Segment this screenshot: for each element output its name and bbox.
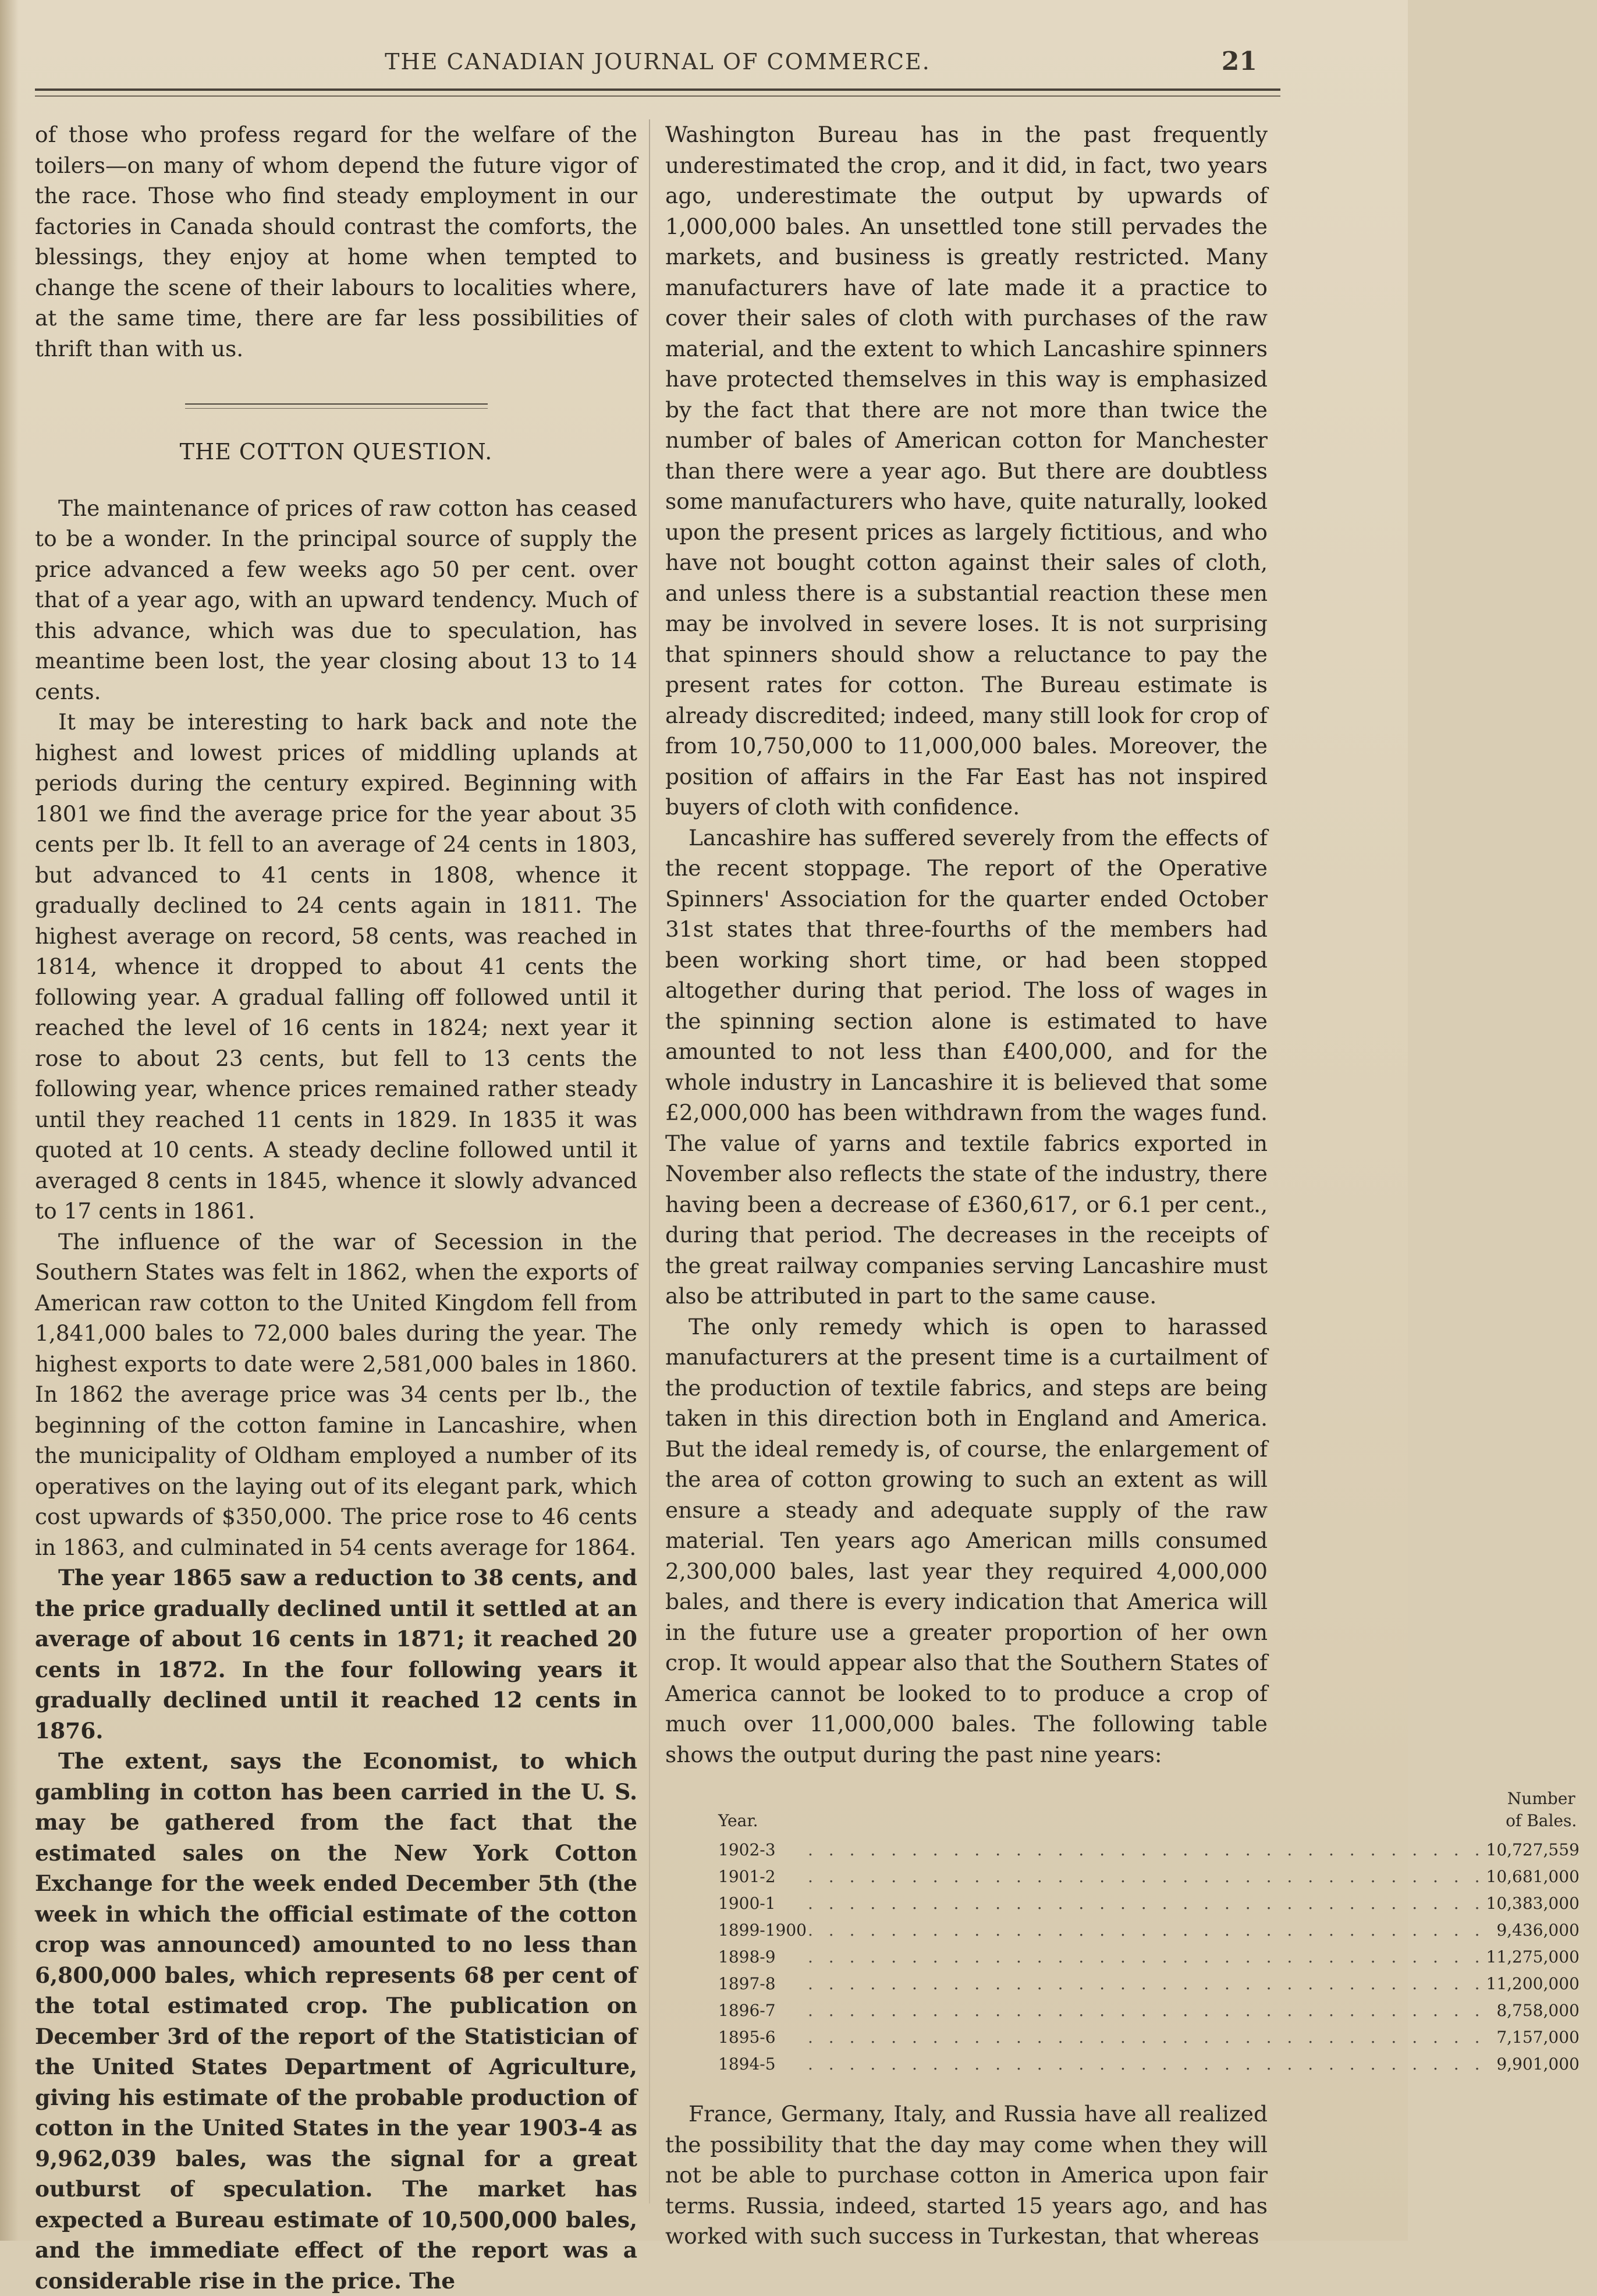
- page-header: [35, 47, 1280, 87]
- left-column: [35, 119, 637, 2296]
- year-cell: 1901-2: [718, 1867, 776, 1886]
- article-title: THE COTTON QUESTION.: [179, 439, 493, 465]
- bales-cell: 11,200,000: [1486, 1974, 1580, 1993]
- header-rule-thin: [35, 95, 1280, 97]
- section-divider: [185, 403, 488, 405]
- table-row: [718, 1944, 1597, 1971]
- bales-cell: 11,275,000: [1486, 1947, 1580, 1967]
- year-cell: 1900-1: [718, 1894, 776, 1913]
- leader-dots: . . . . . . . . . . . . . . . . . . . . . . . . . . . . . . . . .: [807, 1947, 1485, 1967]
- table-header-row: [718, 1787, 1597, 1837]
- year-cell: 1895-6: [718, 2028, 776, 2047]
- leader-dots: . . . . . . . . . . . . . . . . . . . . . . . . . . . . . . . . .: [807, 1867, 1485, 1886]
- table-row: [718, 1971, 1597, 1997]
- article-paragraph-1: The maintenance of prices of raw cotton has ceased to be a wonder. In the principal source of supply the price advanced a few weeks ago 50 per cent. over that of a year ago, with an upward tendency. Much of this advance, which was due to speculation, has meantime been lost, the year closing about 13 to 14 cents.: [35, 495, 637, 704]
- bales-cell: 9,901,000: [1496, 2054, 1580, 2074]
- leader-dots: . . . . . . . . . . . . . . . . . . . . . . . . . . . . . . . . .: [807, 1921, 1485, 1940]
- article-paragraph-6: Washington Bureau has in the past frequently underestimated the crop, and it did, in fact, two years ago, underestimate the output by upwards of 1,000,000 bales. An unsettled tone still pervades the markets, and business is greatly restricted. Many manufacturers have of late made it a practice to cover their sales of cloth with purchases of the raw material, and the extent to which Lancashire spinners have protected themselves in this way is emphasized by the fact that there are not more than twice the number of bales of American cotton for Manchester than there were a year ago. But there are doubtless some manufacturers who have, quite naturally, looked upon the present prices as largely fictitious, and who have not bought cotton against their sales of cloth, and unless there is a substantial reaction these men may be involved in severe loses. It is not surprising that spinners should show a reluctance to pay the present rates for cotton. The Bureau estimate is already discredited; indeed, many still look for crop of from 10,750,000 to 11,000,000 bales. Moreover, the position of affairs in the Far East has not inspired buyers of cloth with confidence.: [665, 122, 1268, 820]
- article-paragraph-8: The only remedy which is open to harassed manufacturers at the present time is a curtailment of the production of textile fabrics, and steps are being taken in this direction both in England and America. But the ideal remedy is, of course, the enlargement of the area of cotton growing to such an extent as will ensure a steady and adequate supply of the raw material. Ten years ago American mills consumed 2,300,000 bales, last year they required 4,000,000 bales, and there is every indication that America will in the future use a greater proportion of her own crop. It would appear also that the Southern States of America cannot be looked to to produce a crop of much over 11,000,000 bales. The following table shows the output during the past nine years:: [665, 1313, 1268, 1767]
- table-row: [718, 2051, 1597, 2078]
- table-row: [718, 2024, 1597, 2051]
- bales-cell: 10,383,000: [1486, 1894, 1580, 1913]
- bales-header-number: Number: [1507, 1789, 1575, 1808]
- year-column-header: Year.: [718, 1811, 758, 1830]
- article-paragraph-3: The influence of the war of Secession in the Southern States was felt in 1862, when the exports of American raw cotton to the United Kingdom fell from 1,841,000 bales to 72,000 bales during the year. The highest exports to date were 2,581,000 bales in 1860. In 1862 the average price was 34 cents per lb., the beginning of the cotton famine in Lancashire, when the municipality of Oldham employed a number of its operatives on the laying out of its elegant park, which cost upwards of $350,000. The price rose to 46 cents in 1863, and culminated in 54 cents average for 1864.: [35, 1228, 637, 1560]
- table-row: [718, 1837, 1597, 1863]
- year-cell: 1902-3: [718, 1840, 776, 1859]
- header-rule-thick: [35, 88, 1280, 91]
- article-paragraph-9: France, Germany, Italy, and Russia have all realized the possibility that the day may come when they will not be able to purchase cotton in America upon fair terms. Russia, indeed, started 15 years ago, and has worked with such success in Turkestan, that whereas: [665, 2101, 1268, 2249]
- leader-dots: . . . . . . . . . . . . . . . . . . . . . . . . . . . . . . . . .: [807, 2054, 1485, 2074]
- bales-header-of-bales: of Bales.: [1506, 1811, 1577, 1830]
- year-cell: 1898-9: [718, 1947, 776, 1967]
- bales-cell: 8,758,000: [1496, 2001, 1580, 2020]
- page-edge-shadow: [0, 0, 19, 2241]
- bales-cell: 9,436,000: [1496, 1921, 1580, 1940]
- year-cell: 1897-8: [718, 1974, 776, 1993]
- article-paragraph-7: Lancashire has suffered severely from the effects of the recent stoppage. The report of the Operative Spinners' Association for the quarter ended October 31st states that three-fourths of the members had been working short time, or had been stopped altogether during that period. The loss of wages in the spinning section alone is estimated to have amounted to not less than £400,000, and for the whole industry in Lancashire it is believed that some £2,000,000 has been withdrawn from the wages fund. The value of yarns and textile fabrics exported in November also reflects the state of the industry, there having been a decrease of £360,617, or 6.1 per cent., during that period. The decreases in the receipts of the great railway companies serving Lancashire must also be attributed in part to the same cause.: [665, 824, 1268, 1309]
- table-row: [718, 1863, 1597, 1890]
- article-paragraph-4: The year 1865 saw a reduction to 38 cents, and the price gradually declined until it settled at an average of about 16 cents in 1871; it reached 20 cents in 1872. In the four following years it gradually declined until it reached 12 cents in 1876.: [35, 1565, 637, 1744]
- table-row: [718, 1997, 1597, 2024]
- leader-dots: . . . . . . . . . . . . . . . . . . . . . . . . . . . . . . . . .: [807, 2001, 1485, 2020]
- article-paragraph-2: It may be interesting to hark back and note the highest and lowest prices of middling uplands at periods during the century expired. Beginning with 1801 we find the average price for the year about 35 cents per lb. It fell to an average of 24 cents in 1803, but advanced to 41 cents in 1808, whence it gradually declined to 24 cents again in 1811. The highest average on record, 58 cents, was reached in 1814, whence it dropped to about 41 cents the following year. A gradual falling off followed until it reached the level of 16 cents in 1824; next year it rose to about 23 cents, but fell to 13 cents the following year, whence prices remained rather steady until they reached 11 cents in 1829. In 1835 it was quoted at 10 cents. A steady decline followed until it averaged 8 cents in 1845, whence it slowly advanced to 17 cents in 1861.: [35, 709, 637, 1224]
- year-cell: 1896-7: [718, 2001, 776, 2020]
- bales-cell: 7,157,000: [1496, 2028, 1580, 2047]
- leader-dots: . . . . . . . . . . . . . . . . . . . . . . . . . . . . . . . . .: [807, 1840, 1485, 1859]
- table-row: [718, 1890, 1597, 1917]
- leader-dots: . . . . . . . . . . . . . . . . . . . . . . . . . . . . . . . . .: [807, 1974, 1485, 1993]
- leader-dots: . . . . . . . . . . . . . . . . . . . . . . . . . . . . . . . . .: [807, 1894, 1485, 1913]
- journal-title: THE CANADIAN JOURNAL OF COMMERCE.: [385, 49, 931, 75]
- article-paragraph-5: The extent, says the Economist, to which gambling in cotton has been carried in the U. S. may be gathered from the fact that the estimated sales on the New York Cotton Exchange for the week ended December 5th (the week in which the official estimate of the cotton crop was announced) amounted to no less than 6,800,000 bales, which represents 68 per cent of the total estimated crop. The publication on December 3rd of the report of the Statistician of the United States Department of Agriculture, giving his estimate of the probable production of cotton in the United States in the year 1903-4 as 9,962,039 bales, was the signal for a great outburst of speculation. The market has expected a Bureau estimate of 10,500,000 bales, and the immediate effect of the report was a considerable rise in the price. The: [35, 1748, 637, 2294]
- cotton-output-table: [718, 1787, 1597, 2078]
- page-number: 21: [1221, 47, 1257, 76]
- section-divider-thin: [185, 408, 488, 409]
- year-cell: 1899-1900: [718, 1921, 807, 1940]
- right-column: [665, 119, 1580, 2252]
- intro-paragraph: of those who profess regard for the welfare of the toilers—on many of whom depend the future vigor of the race. Those who find steady employment in our factories in Canada should contrast the comforts, the blessings, they enjoy at home when tempted to change the scene of their labours to localities where, at the same time, there are far less possibilities of thrift than with us.: [35, 122, 637, 362]
- year-cell: 1894-5: [718, 2054, 776, 2074]
- table-row: [718, 1917, 1597, 1944]
- bales-cell: 10,681,000: [1486, 1867, 1580, 1886]
- bales-cell: 10,727,559: [1486, 1840, 1580, 1859]
- leader-dots: . . . . . . . . . . . . . . . . . . . . . . . . . . . . . . . . .: [807, 2028, 1485, 2047]
- bales-column-header: [1486, 1787, 1597, 1837]
- column-divider: [649, 119, 650, 2203]
